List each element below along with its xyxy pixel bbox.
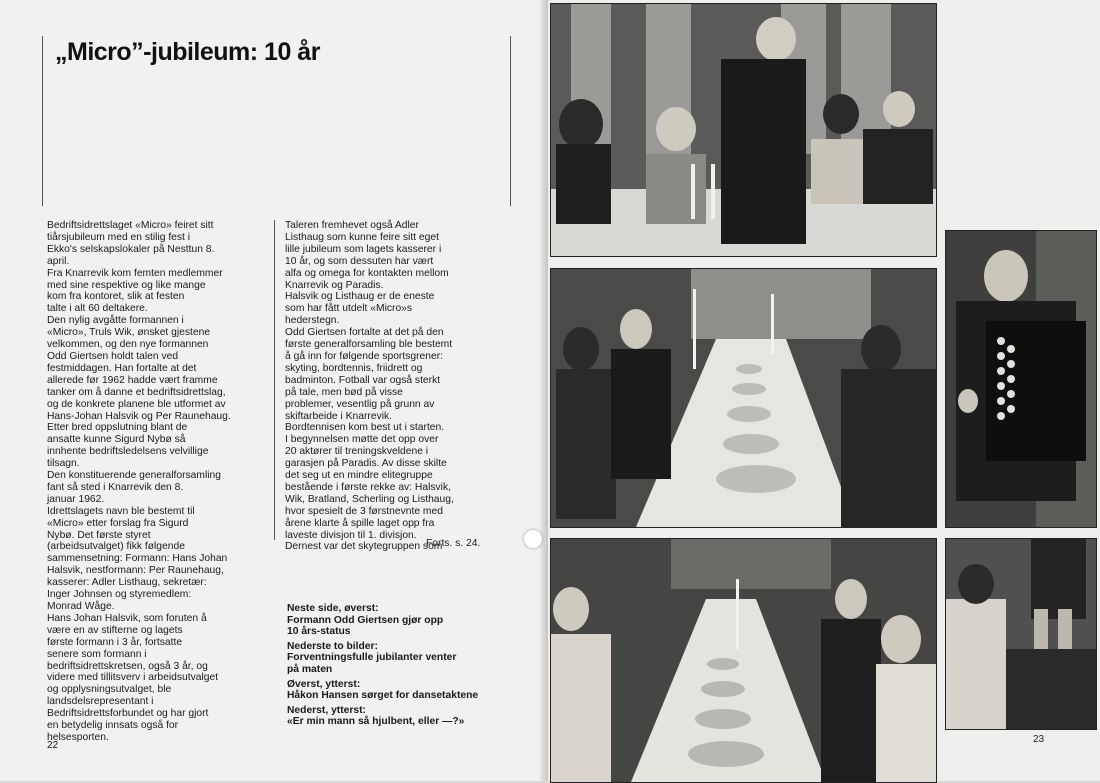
photo-long-table-1: [550, 268, 937, 528]
right-page: [548, 0, 1100, 781]
photo-long-table-2: [550, 538, 937, 783]
photo-speech: [550, 3, 937, 257]
staple-ring: [524, 530, 542, 548]
caption-2: Nederste to bilder: Forventningsfulle jubilanter venter på maten: [287, 640, 457, 675]
left-page: [0, 0, 548, 781]
caption-1: Neste side, øverst: Formann Odd Giertsen gjør opp 10 års-status: [287, 603, 444, 638]
column-rule: [274, 220, 275, 540]
photo-captions: [287, 603, 507, 731]
article-column-2: Taleren fremhevet også Adler Listhaug som kunne feire sitt eget lille jubileum som lagets kasserer i 10 år, og som dessuten har vært alfa og omega for kontakten mellom Knarrevik og Paradis. Halsvik og Listhaug er de eneste som har fått utdelt «Micro»s hederstegn. Odd Giertsen fortalte at det på den første generalforsamling ble bestemt å gå inn for følgende sportsgrener: skyting, bordtennis, friidrett og badminton. Fotball var også sterkt på tale, men bød på visse problemer, vesentlig på grunn av skiftarbeide i Knarrevik. Bordtennisen kom best ut i starten. I begynnelsen møtte det opp over 20 aktører til treningskveldene i garasjen på Paradis. Av disse skilte det seg ut en mindre elitegruppe bestående i første rekke av: Halsvik, Wik, Bratland, Scherling og Listhaug, hvor spesielt de 3 førstnevnte med årene klarte å spille laget opp fra laveste divisjon til 1. divisjon. Dernest var det skytegruppen som: [285, 220, 454, 553]
rule-left: [42, 36, 43, 206]
photo-accordion-image: [946, 231, 1096, 527]
photo-long-table-2-image: [551, 539, 936, 782]
continued-note: Forts. s. 24.: [426, 538, 481, 549]
photo-long-table-1-image: [551, 269, 936, 527]
photo-speech-image: [551, 4, 936, 256]
rule-right: [510, 36, 511, 206]
article-headline: „Micro”-jubileum: 10 år: [55, 38, 320, 66]
page-number-right: 23: [1033, 734, 1045, 745]
page-number-left: 22: [47, 740, 59, 751]
photo-child: [945, 538, 1097, 730]
caption-4: Nederst, ytterst: «Er min mann så hjulbent, eller —?»: [287, 704, 465, 728]
photo-child-image: [946, 539, 1096, 729]
caption-3: Øverst, ytterst: Håkon Hansen sørget for dansetaktene: [287, 678, 479, 702]
article-column-1: Bedriftsidrettslaget «Micro» feiret sitt tiårsjubileum med en stilig fest i Ekko's selskapslokaler på Nesttun 8. april. Fra Knarrevik kom femten medlemmer med sine respektive og like mange kom fra kontoret, slik at festen talte i alt 60 deltakere. Den nylig avgåtte formannen i «Micro», Truls Wik, ønsket gjestene velkommen, og den nye formannen Odd Giertsen holdt talen ved festmiddagen. Han fortalte at det allerede før 1962 hadde vært framme tanker om å danne et bedriftsidrettslag, og de konkrete planene ble utformet av Hans-Johan Halsvik og Per Raunehaug. Etter bred oppslutning blant de ansatte kunne Sigurd Nybø så innhente bedriftsledelsens velvillige tilsagn. Den konstituerende generalforsamling fant så sted i Knarrevik den 8. januar 1962. Idrettslagets navn ble bestemt til «Micro» etter forslag fra Sigurd Nybø. Det første styret (arbeidsutvalget) fikk følgende sammensetning: Formann: Hans Johan Halsvik, nestformann: Per Raunehaug, kasserer: Adler Listhaug, sekretær: Inger Johnsen og styremedlem: Monrad Wåge. Hans Johan Halsvik, som foruten å være en av stifterne og lagets første formann i 3 år, fortsatte senere som formann i bedriftsidrettskretsen, også 3 år, og videre med tillitsverv i arbeidsutvalget og opplysningsutvalget, ble landsdelsrepresentant i Bedriftsidrettsforbundet og har gjort en betydelig innsats også for helsesporten.: [47, 220, 231, 743]
photo-accordion: [945, 230, 1097, 528]
